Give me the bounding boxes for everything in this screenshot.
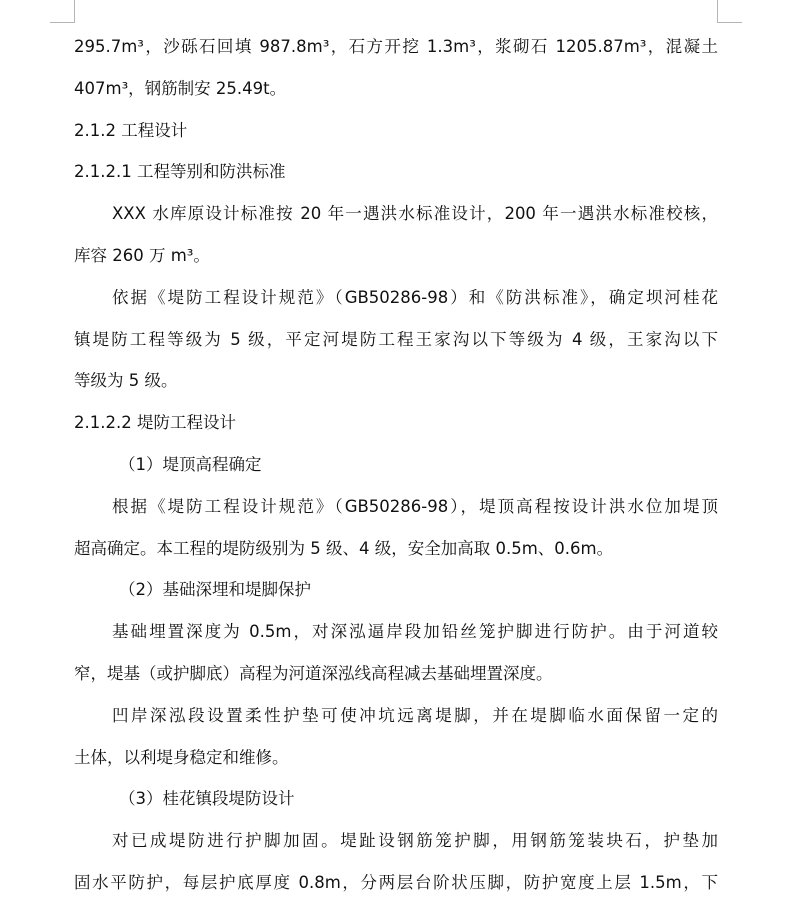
paragraph-line: 等级为 5 级。	[74, 371, 178, 391]
document-body	[74, 26, 718, 904]
subsection-heading: 2.1.2.1 工程等别和防洪标准	[74, 162, 286, 182]
paragraph-line: 固水平防护，每层护底厚度 0.8m，分两层台阶状压脚，防护宽度上层 1.5m，下	[74, 872, 718, 892]
item-heading: （3）桂花镇段堤防设计	[119, 789, 295, 809]
subsection-heading: 2.1.2.2 堤防工程设计	[74, 413, 236, 433]
section-heading: 2.1.2 工程设计	[74, 120, 188, 140]
paragraph-line: 基础埋置深度为 0.5m，对深泓逼岸段加铅丝笼护脚进行防护。由于河道较	[112, 622, 718, 642]
paragraph-line: 镇堤防工程等级为 5 级，平定河堤防工程王家沟以下等级为 4 级，王家沟以下	[74, 329, 718, 349]
paragraph-line: 295.7m³，沙砾石回填 987.8m³，石方开挖 1.3m³，浆砌石 1205.87m³，混凝土	[74, 37, 718, 56]
item-heading: （2）基础深埋和堤脚保护	[119, 580, 311, 600]
page-corner-mark-right	[717, 0, 742, 23]
paragraph-line: 土体，以利堤身稳定和维修。	[74, 747, 289, 767]
paragraph-line: 依据《堤防工程设计规范》（GB50286-98）和《防洪标准》，确定坝河桂花	[112, 287, 718, 307]
paragraph-line: 窄，堤基（或护脚底）高程为河道深泓线高程减去基础埋置深度。	[74, 663, 553, 683]
paragraph-line: 库容 260 万 m³。	[74, 245, 210, 265]
paragraph-line: 407m³，钢筋制安 25.49t。	[74, 78, 287, 98]
page-corner-mark-left	[50, 0, 75, 23]
item-heading: （1）堤顶高程确定	[119, 454, 262, 474]
paragraph-line: XXX 水库原设计标准按 20 年一遇洪水标准设计，200 年一遇洪水标准校核，	[112, 204, 718, 224]
paragraph-line: 对已成堤防进行护脚加固。堤趾设钢筋笼护脚，用钢筋笼装块石，护垫加	[112, 831, 718, 851]
paragraph-line: 根据《堤防工程设计规范》（GB50286-98），堤顶高程按设计洪水位加堤顶	[112, 496, 718, 516]
paragraph-line: 超高确定。本工程的堤防级别为 5 级、4 级，安全加高取 0.5m、0.6m。	[74, 538, 614, 558]
paragraph-line: 凹岸深泓段设置柔性护垫可使冲坑远离堤脚，并在堤脚临水面保留一定的	[112, 705, 718, 725]
